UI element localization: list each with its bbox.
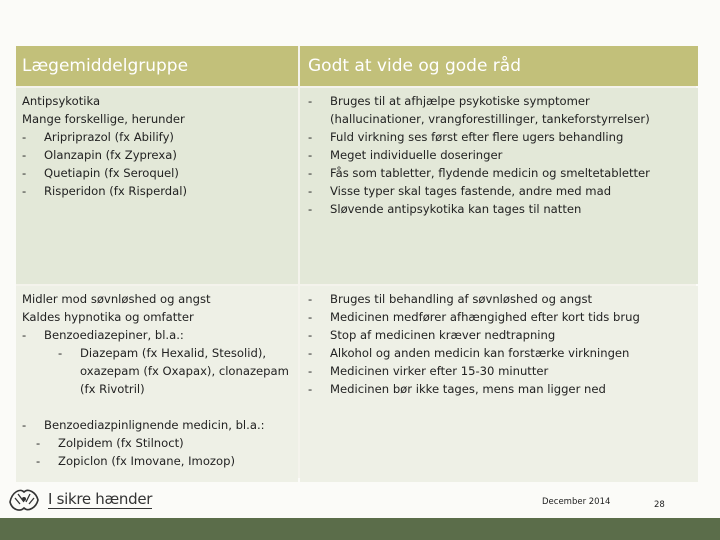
footer-date: December 2014: [542, 497, 611, 507]
list-item: - Benzoediazepiner, bl.a.:: [22, 328, 184, 342]
list-item: - Diazepam (fx Hexalid, Stesolid),: [58, 346, 267, 360]
list-item: - Bruges til at afhjælpe psykotiske symptomer: [308, 94, 590, 108]
group-title: Midler mod søvnløshed og angst: [22, 292, 211, 306]
cell-antipsychotics-group: [16, 88, 298, 284]
list-item: - Alkohol og anden medicin kan forstærke virkningen: [308, 346, 630, 360]
group-subtitle: Mange forskellige, herunder: [22, 112, 185, 126]
cell-antipsychotics-advice: [300, 88, 698, 284]
list-item: - Risperidon (fx Risperdal): [22, 184, 188, 198]
list-item: - Zolpidem (fx Stilnoct): [36, 436, 184, 450]
header-col-drug-group: Lægemiddelgruppe: [16, 46, 298, 86]
logo-text: I sikre hænder: [48, 490, 153, 508]
list-item: - Fås som tabletter, flydende medicin og smeltetabletter: [308, 166, 650, 180]
list-item-continuation: (fx Rivotril): [80, 382, 145, 396]
list-item: - Medicinen medfører afhængighed efter kort tids brug: [308, 310, 640, 324]
list-item-continuation: oxazepam (fx Oxapax), clonazepam: [80, 364, 289, 378]
cell-hypnotics-advice: [300, 286, 698, 482]
logo: [6, 482, 156, 518]
page-number: 28: [654, 500, 665, 510]
group-subtitle: Kaldes hypnotika og omfatter: [22, 310, 194, 324]
list-item: - Zopiclon (fx Imovane, Imozop): [36, 454, 235, 468]
medication-table: [16, 46, 696, 478]
list-item: - Medicinen virker efter 15-30 minutter: [308, 364, 549, 378]
group-title: Antipsykotika: [22, 94, 101, 108]
list-item: - Stop af medicinen kræver nedtrapning: [308, 328, 556, 342]
list-item: - Visse typer skal tages fastende, andre med mad: [308, 184, 612, 198]
list-item: - Benzoediazpinlignende medicin, bl.a.:: [22, 418, 265, 432]
list-item: (hallucinationer, vrangforestillinger, tankeforstyrrelser): [330, 112, 650, 126]
list-item: - Olanzapin (fx Zyprexa): [22, 148, 177, 162]
cell-hypnotics-group: [16, 286, 298, 482]
list-item: - Fuld virkning ses først efter flere ugers behandling: [308, 130, 624, 144]
list-item: - Bruges til behandling af søvnløshed og angst: [308, 292, 593, 306]
hands-logo-icon: [6, 482, 42, 518]
list-item: - Medicinen bør ikke tages, mens man ligger ned: [308, 382, 606, 396]
header-col-advice: Godt at vide og gode råd: [300, 46, 698, 86]
list-item: - Sløvende antipsykotika kan tages til natten: [308, 202, 582, 216]
list-item: - Quetiapin (fx Seroquel): [22, 166, 179, 180]
list-item: - Aripriprazol (fx Abilify): [22, 130, 174, 144]
bottom-bar: [0, 518, 720, 540]
list-item: - Meget individuelle doseringer: [308, 148, 503, 162]
